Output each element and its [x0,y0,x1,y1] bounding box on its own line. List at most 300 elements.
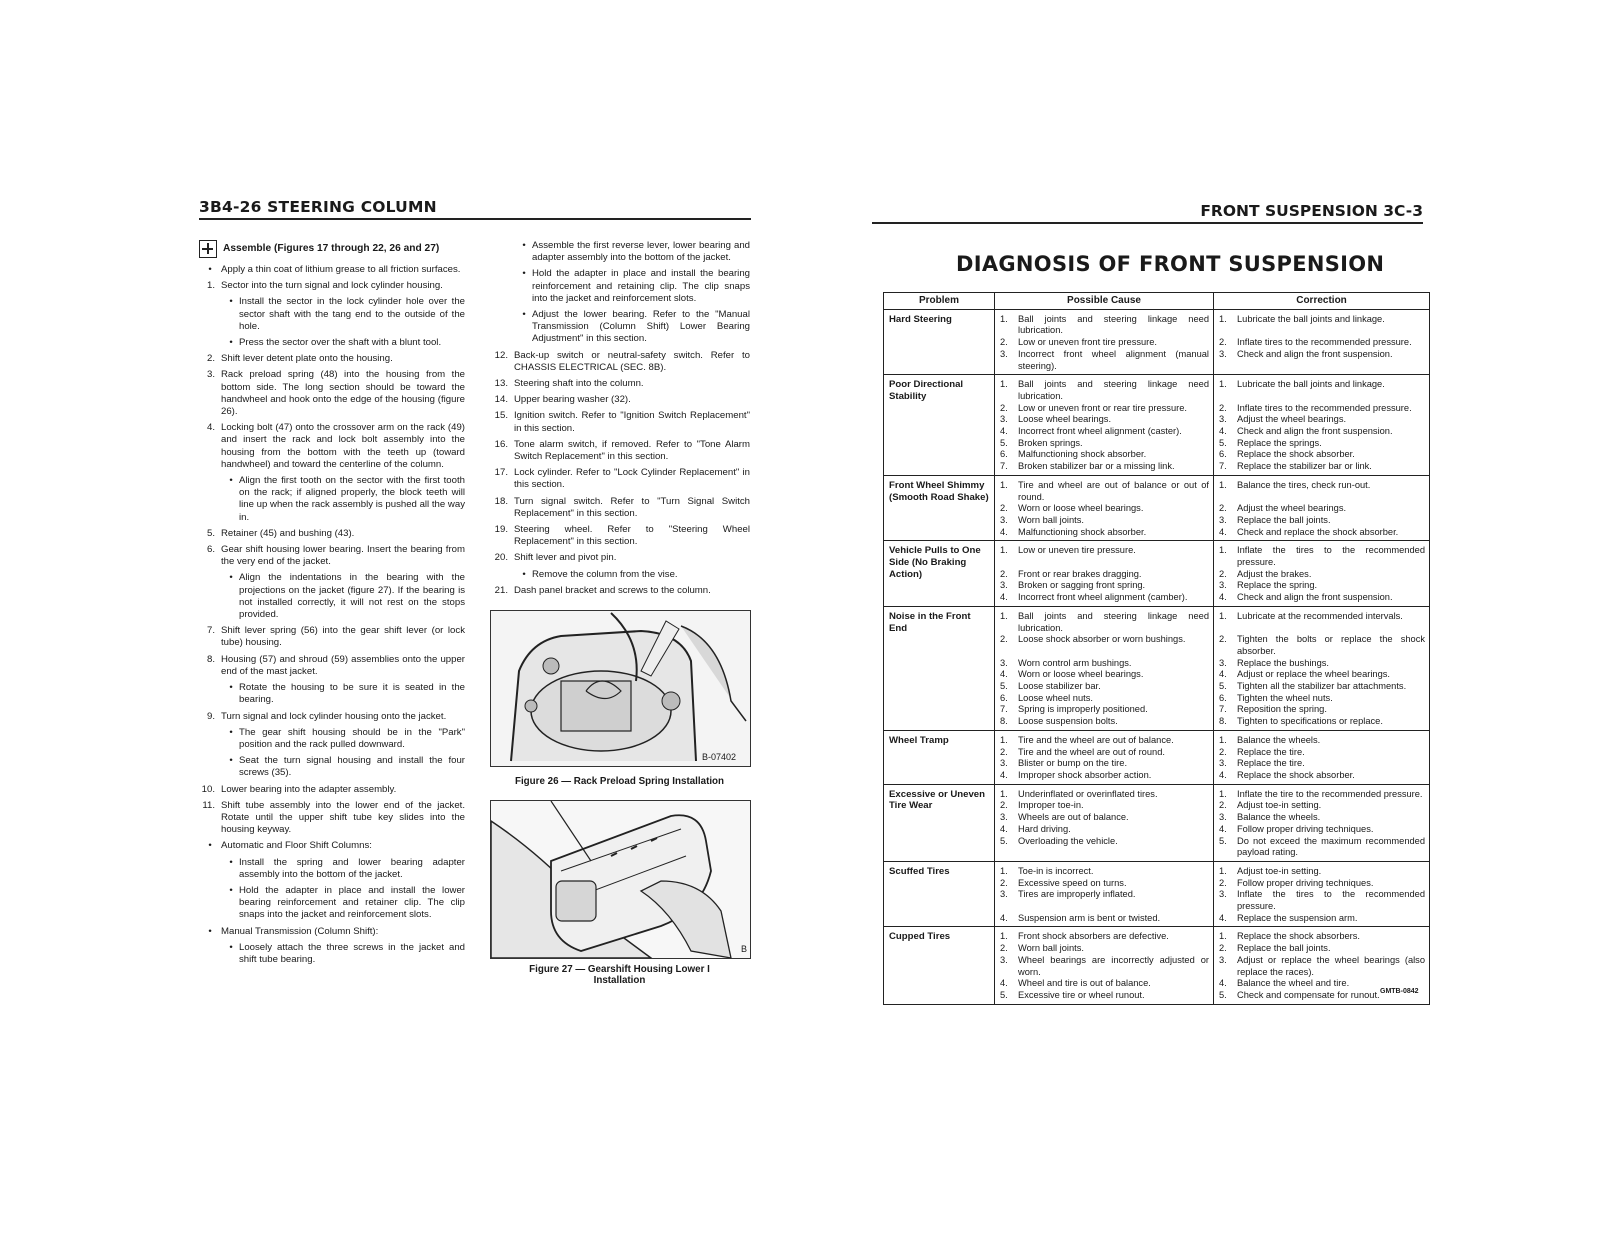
step-marker: • [229,572,233,584]
correction-cell [1214,784,1430,861]
item-text: Check and align the front suspension. [1237,426,1393,437]
item-text [1018,557,1209,569]
step-text: Assemble the first reverse lever, lower bearing and adapter assembly into the bottom of the jacket. [532,240,750,264]
correction-cell [1214,861,1430,927]
item-number: 4. [1000,592,1008,603]
item-number: 5. [1000,681,1008,692]
step-text: Install the sector in the lock cylinder hole over the sector shaft with the tang end to the outside of the hole. [239,296,465,332]
step-text: Turn signal and lock cylinder housing onto the jacket. [221,710,447,722]
numbered-step [492,439,750,463]
correction-item [1219,580,1425,592]
numbered-step [492,496,750,520]
item-text: Incorrect front wheel alignment (camber). [1018,592,1188,603]
step-text: Gear shift housing lower bearing. Insert the bearing from the very end of the jacket. [221,544,465,568]
item-text: Balance the wheel and tire. [1237,978,1350,989]
item-text: Replace the tire. [1237,746,1305,757]
step-marker: 17. [494,467,508,479]
item-number: 6. [1219,449,1227,460]
item-number: 3. [1219,414,1227,425]
left-column-1 [199,240,465,970]
item-number [1219,492,1237,504]
cause-item [1000,337,1209,349]
step-text: Sector into the turn signal and lock cylinder housing. [221,280,443,292]
correction-item [1219,480,1425,492]
correction-item [1219,704,1425,716]
item-number: 3. [1000,580,1008,591]
item-number: 1. [1000,734,1008,745]
cause-item [1000,646,1209,658]
figure-26 [490,610,751,767]
problem-cell: Noise in the Front End [884,606,995,730]
step-text: Rotate the housing to be sure it is seated in the bearing. [239,682,465,706]
correction-item [1219,955,1425,978]
item-text: Loose stabilizer bar. [1018,681,1101,692]
cause-item [1000,747,1209,759]
bullet-step [223,296,465,333]
item-number: 4. [1000,526,1008,537]
item-text: Follow proper driving techniques. [1237,823,1374,834]
step-marker: • [229,337,233,349]
bullet-step [199,926,465,938]
item-number: 2. [1219,503,1227,514]
item-text: Improper toe-in. [1018,800,1084,811]
item-text: Do not exceed the maximum recommended payload rating. [1237,835,1425,858]
left-page-header [199,198,751,220]
item-text: Replace the spring. [1237,580,1318,591]
item-number: 4. [1000,770,1008,780]
item-text: Tires are improperly inflated. [1018,889,1136,900]
cause-item [1000,758,1209,770]
item-text: Loose suspension bolts. [1018,716,1118,727]
item-text [1237,492,1425,504]
item-text: Low or uneven tire pressure. [1018,545,1136,556]
item-number: 1. [1219,734,1227,745]
step-marker: • [229,682,233,694]
step-text: Shift lever and pivot pin. [514,552,617,564]
correction-item [1219,545,1425,568]
item-number: 3. [1000,414,1008,425]
correction-cell [1214,309,1430,375]
table-row [884,375,1430,476]
step-text: Shift tube assembly into the lower end of the jacket. Rotate until the upper shift tube key slides into the housing keyway. [221,799,465,836]
item-number: 8. [1000,716,1008,727]
item-number: 2. [1219,800,1227,811]
step-marker: 15. [494,410,508,422]
item-text: Low or uneven front or rear tire pressure. [1018,402,1187,413]
item-number: 4. [1000,823,1008,834]
step-marker: • [208,925,212,937]
correction-item [1219,623,1425,635]
section-heading [199,240,465,258]
item-text: Overloading the vehicle. [1018,835,1118,846]
cause-item [1000,770,1209,782]
step-text: Rack preload spring (48) into the housing from the bottom side. The long section should be toward the handwheel and hook onto the edge of the housing (figure 26). [221,369,465,418]
item-text: Incorrect front wheel alignment (caster). [1018,426,1182,437]
item-number: 1. [1000,610,1008,621]
bullet-step [516,240,750,264]
cause-item [1000,735,1209,747]
item-text: Reposition the spring. [1237,704,1327,715]
bullet-step [223,682,465,706]
cause-item [1000,990,1209,1002]
item-text: Adjust the wheel bearings. [1237,503,1347,514]
right-page-title: FRONT SUSPENSION 3C-3 [1200,202,1423,220]
item-text: Suspension arm is bent or twisted. [1018,912,1161,923]
correction-item [1219,770,1425,782]
cause-item [1000,403,1209,415]
step-marker: 6. [206,544,215,556]
item-text [1018,901,1209,913]
numbered-step [492,524,750,548]
item-text: Replace the bushings. [1237,657,1329,668]
item-number [1219,391,1237,403]
item-number: 2. [1000,503,1008,514]
item-text: Spring is improperly positioned. [1018,704,1148,715]
correction-item [1219,461,1425,473]
step-marker: • [208,264,212,275]
item-text: Excessive tire or wheel runout. [1018,989,1145,1000]
step-marker: 4. [206,422,215,434]
bullet-step [516,309,750,346]
cause-item [1000,913,1209,925]
step-marker: • [522,568,526,580]
cause-item [1000,461,1209,473]
item-text: Front or rear brakes dragging. [1018,568,1142,579]
item-number: 5. [1000,989,1008,1000]
step-marker: • [229,884,233,896]
cause-item [1000,669,1209,681]
diagnosis-table-body [884,309,1430,1004]
step-marker: 5. [206,527,215,539]
step-text: Hold the adapter in place and install the bearing reinforcement and retaining clip. The clip snaps into the jacket and reinforcement slots. [532,268,750,304]
numbered-step [199,800,465,837]
problem-cell: Front Wheel Shimmy (Smooth Road Shake) [884,475,995,541]
problem-cell: Wheel Tramp [884,730,995,784]
correction-item [1219,503,1425,515]
item-text: Improper shock absorber action. [1018,770,1152,780]
correction-item [1219,379,1425,391]
correction-item [1219,658,1425,670]
step-text: Apply a thin coat of lithium grease to all friction surfaces. [221,264,461,275]
correction-item [1219,747,1425,759]
step-text: Locking bolt (47) onto the crossover arm on the rack (49) and insert the rack and lock bolt assembly into the housing from the bottom with the teeth up (toward handwheel) and toward the centerline of the column. [221,422,465,470]
item-text: Inflate tires to the recommended pressure. [1237,337,1412,348]
item-number: 5. [1000,835,1008,846]
step-marker: • [522,309,526,321]
numbered-step [199,369,465,418]
item-number: 2. [1000,634,1008,645]
correction-item [1219,789,1425,801]
correction-item [1219,414,1425,426]
item-text: Adjust toe-in setting. [1237,800,1322,811]
step-marker: 11. [202,799,215,811]
item-number: 2. [1000,877,1008,888]
item-text: Incorrect front wheel alignment (manual steering). [1018,348,1209,371]
bullet-step [199,840,465,852]
cause-cell [995,309,1214,375]
step-marker: 20. [494,552,508,564]
cause-cell [995,730,1214,784]
item-number [1000,557,1018,569]
figure-26-code: B-07402 [702,752,737,762]
item-text: Loose wheel bearings. [1018,414,1112,425]
step-text: Shift lever detent plate onto the housing. [221,353,393,365]
correction-cell [1214,730,1430,784]
header-problem: Problem [884,293,995,310]
cause-item [1000,349,1209,372]
item-number: 1. [1219,313,1227,324]
correction-item [1219,836,1425,859]
correction-item [1219,592,1425,604]
correction-cell [1214,606,1430,730]
item-number: 1. [1219,379,1227,390]
correction-item [1219,349,1425,361]
problem-cell: Scuffed Tires [884,861,995,927]
numbered-step [492,410,750,434]
figure-27-caption-line1: Figure 27 — Gearshift Housing Lower I [529,964,710,975]
item-number [1000,901,1018,913]
table-header-row [884,293,1430,310]
item-text: Malfunctioning shock absorber. [1018,449,1147,460]
item-number: 3. [1000,812,1008,823]
step-marker: • [229,755,233,767]
item-text: Excessive speed on turns. [1018,877,1127,888]
table-row [884,861,1430,927]
item-number: 3. [1219,812,1227,823]
gearshift-housing-illustration [491,801,750,958]
correction-item [1219,314,1425,326]
table-row [884,309,1430,375]
step-marker: 14. [494,394,508,406]
item-number: 3. [1000,657,1008,668]
table-row [884,475,1430,541]
step-text: Retainer (45) and bushing (43). [221,527,355,539]
item-number: 3. [1219,514,1227,525]
item-text: Check and compensate for runout. [1237,989,1380,1000]
item-text [1237,623,1425,635]
cause-item [1000,634,1209,646]
item-number: 2. [1000,337,1008,348]
item-text: Replace the ball joints. [1237,514,1331,525]
item-number: 4. [1219,426,1227,437]
step-marker: 21. [494,584,508,596]
item-text: Wheels are out of balance. [1018,812,1129,823]
cause-item [1000,379,1209,402]
table-row [884,784,1430,861]
cause-item [1000,931,1209,943]
item-text: Toe-in is incorrect. [1018,865,1094,876]
numbered-step [492,378,750,390]
item-number: 4. [1000,669,1008,680]
header-correction: Correction [1214,293,1430,310]
step-marker: • [229,726,233,738]
item-text: Balance the wheels. [1237,812,1321,823]
cause-cell [995,861,1214,927]
numbered-step [199,711,465,723]
correction-item [1219,634,1425,657]
correction-item [1219,611,1425,623]
item-number: 4. [1219,592,1227,603]
correction-item [1219,931,1425,943]
correction-item [1219,943,1425,955]
cause-item [1000,824,1209,836]
section-heading-text: Assemble (Figures 17 through 22, 26 and 27) [223,242,440,254]
problem-cell: Vehicle Pulls to One Side (No Braking Action) [884,541,995,607]
numbered-step [492,552,750,564]
item-number: 2. [1219,943,1227,954]
item-number: 2. [1000,402,1008,413]
table-row [884,730,1430,784]
item-text: Replace the tire. [1237,758,1305,769]
bullet-step [223,475,465,524]
problem-cell: Cupped Tires [884,927,995,1004]
item-text: Lubricate at the recommended intervals. [1237,610,1403,621]
assembly-steps [199,264,465,966]
assembly-steps-continued [492,240,750,597]
item-text: Broken springs. [1018,437,1083,448]
cause-cell [995,375,1214,476]
step-text: Turn signal switch. Refer to "Turn Signal Switch Replacement" in this section. [514,495,750,519]
item-number: 2. [1000,568,1008,579]
item-number: 1. [1000,865,1008,876]
item-text: Inflate the tires to the recommended pressure. [1237,545,1425,568]
item-number: 2. [1000,943,1008,954]
item-text: Adjust the brakes. [1237,568,1312,579]
header-possible-cause: Possible Cause [995,293,1214,310]
correction-item [1219,913,1425,925]
correction-item [1219,426,1425,438]
item-text: Hard driving. [1018,823,1071,834]
item-text: Replace the ball joints. [1237,943,1331,954]
step-text: Housing (57) and shroud (59) assemblies onto the upper end of the mast jacket. [221,653,465,677]
step-text: Align the indentations in the bearing with the projections on the jacket (figure 27). If the bearing is not installed correctly, it will not rest on the stops provided. [239,572,465,621]
cause-item [1000,889,1209,901]
item-text: Check and align the front suspension. [1237,348,1393,359]
cause-item [1000,716,1209,728]
item-number: 6. [1000,692,1008,703]
item-number: 4. [1219,978,1227,989]
diagnosis-title: DIAGNOSIS OF FRONT SUSPENSION [956,252,1385,276]
numbered-step [492,585,750,597]
step-marker: 2. [206,353,215,365]
item-text: Tighten all the stabilizer bar attachments. [1237,681,1407,692]
correction-item [1219,391,1425,403]
cause-item [1000,580,1209,592]
diagnosis-table [883,292,1430,1005]
cause-item [1000,658,1209,670]
item-number: 7. [1000,704,1008,715]
numbered-step [492,350,750,374]
step-marker: 8. [206,653,215,665]
step-marker: 19. [494,524,508,536]
item-number: 2. [1219,568,1227,579]
correction-item [1219,438,1425,450]
step-text: Dash panel bracket and screws to the column. [514,584,711,596]
step-text: Align the first tooth on the sector with the first tooth on the rack; if aligned properly, the block teeth will line up when the rack assembly is pushed all the way in. [239,475,465,523]
numbered-step [199,353,465,365]
item-number: 3. [1219,954,1227,965]
step-marker: 18. [494,495,508,507]
item-text: Adjust toe-in setting. [1237,865,1322,876]
item-text: Inflate the tire to the recommended pressure. [1237,788,1423,799]
item-number: 2. [1219,746,1227,757]
step-marker: • [229,856,233,868]
item-text: Blister or bump on the tire. [1018,758,1128,769]
bullet-step [223,885,465,922]
step-marker: • [522,240,526,251]
correction-item [1219,735,1425,747]
cause-item [1000,503,1209,515]
item-text: Worn control arm bushings. [1018,657,1132,668]
correction-item [1219,716,1425,728]
correction-item [1219,337,1425,349]
bullet-step [516,268,750,305]
item-number: 4. [1219,912,1227,923]
correction-cell [1214,475,1430,541]
step-text: Automatic and Floor Shift Columns: [221,840,372,852]
item-text: Tire and the wheel are out of round. [1018,746,1165,757]
correction-item [1219,866,1425,878]
step-text: Steering shaft into the column. [514,378,644,390]
item-number: 1. [1000,788,1008,799]
cause-item [1000,569,1209,581]
correction-item [1219,325,1425,337]
correction-item [1219,681,1425,693]
correction-item [1219,693,1425,705]
item-text: Adjust or replace the wheel bearings (also replace the races). [1237,954,1425,977]
item-text: Worn or loose wheel bearings. [1018,503,1144,514]
item-text [1237,325,1425,337]
bullet-step [223,337,465,349]
figure-27-caption-line2: Installation [593,975,646,986]
step-marker: 3. [206,369,215,381]
item-number: 1. [1219,865,1227,876]
correction-item [1219,492,1425,504]
item-text: Replace the shock absorber. [1237,449,1355,460]
item-number: 1. [1000,313,1008,324]
item-number: 8. [1219,716,1227,727]
item-text: Inflate the tires to the recommended pressure. [1237,889,1425,912]
bullet-step [223,942,465,966]
correction-item [1219,758,1425,770]
item-number: 1. [1219,545,1227,556]
step-marker: • [229,296,233,308]
step-text: Lock cylinder. Refer to "Lock Cylinder Replacement" in this section. [514,467,750,491]
item-text: Ball joints and steering linkage need lubrication. [1018,313,1209,336]
item-text: Balance the tires, check run-out. [1237,479,1371,490]
correction-item [1219,812,1425,824]
left-column-2 [492,240,750,601]
item-text: Check and align the front suspension. [1237,592,1393,603]
item-number: 1. [1000,479,1008,490]
item-text: Wheel bearings are incorrectly adjusted or worn. [1018,954,1209,977]
item-text: Lubricate the ball joints and linkage. [1237,313,1385,324]
cause-item [1000,611,1209,634]
item-number: 3. [1219,758,1227,769]
item-number: 2. [1219,877,1227,888]
cause-item [1000,515,1209,527]
correction-item [1219,669,1425,681]
step-marker: • [208,840,212,852]
figure-27-code: B [741,944,748,954]
item-number: 4. [1000,426,1008,437]
step-marker: 7. [206,625,215,637]
item-text: Replace the shock absorber. [1237,770,1355,780]
step-text: Upper bearing washer (32). [514,394,631,406]
step-marker: • [522,268,526,280]
problem-cell: Poor Directional Stability [884,375,995,476]
numbered-step [199,654,465,678]
